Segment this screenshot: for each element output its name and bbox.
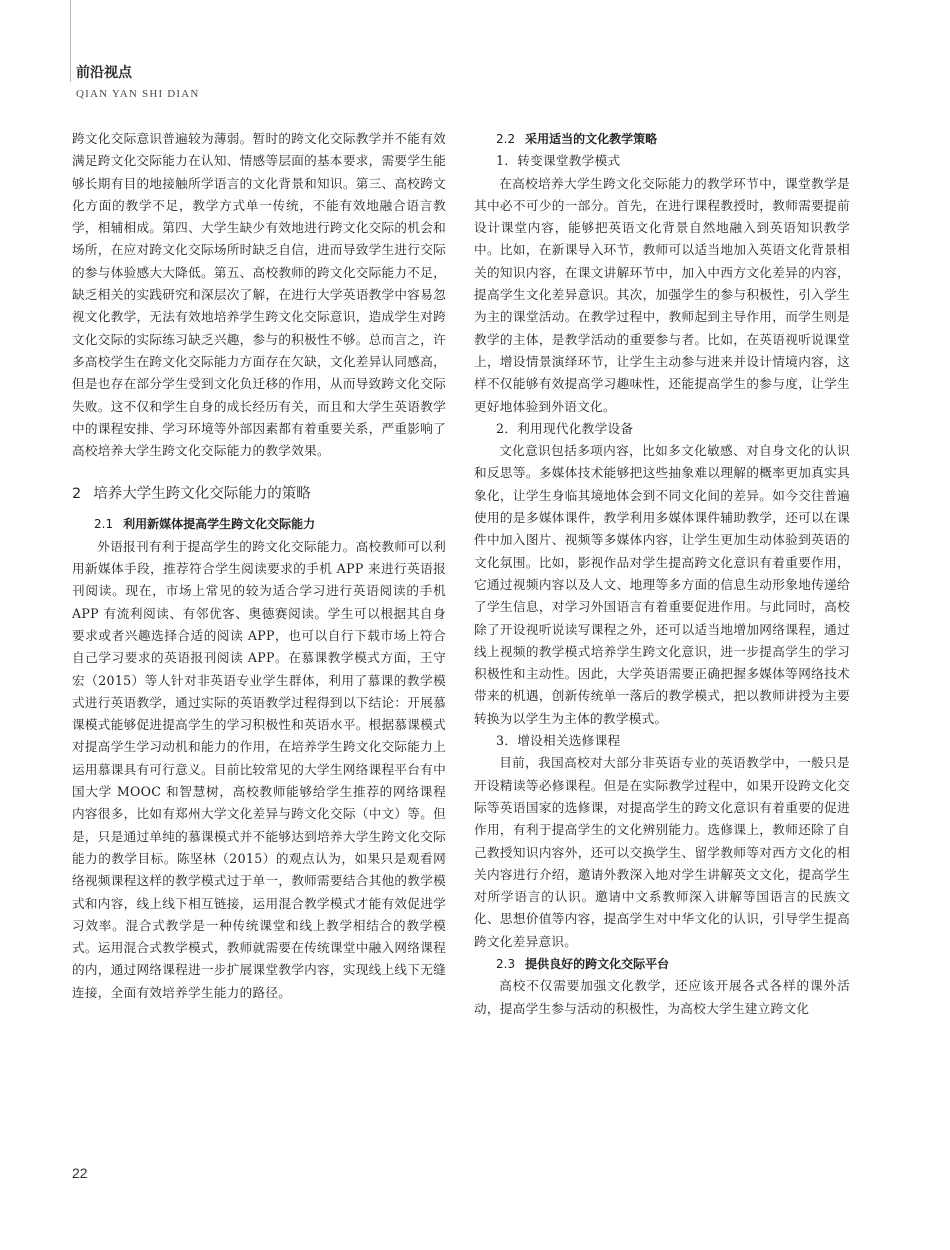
subsection-title: 利用新媒体提高学生跨文化交际能力 xyxy=(123,517,316,532)
item-heading: 3．增设相关选修课程 xyxy=(496,733,621,749)
subsection-number: 2.2 xyxy=(496,132,516,146)
paragraph: 文化意识包括多项内容，比如多文化敏感、对自身文化的认识和反思等。多媒体技术能够把这些抽象难以理解的概率更加真实具象化，让学生身临其境地体会到不同文化间的差异。如今交往普遍使用的是多媒体课件，教学利用多媒体课件辅助教学，还可以在课件中加入图片、视频等多媒体内容，让学生更加生动体验到英语的文化氛围。比如，影视作品对学生提高跨文化意识有着重要作用，它通过视频内容以及人文、地理等多方面的信息生动形象地传递给了学生信息，对学习外国语言有着重要促进作用。与此同时，高校除了开设视听说读写课程之外，还可以适当地增加网络课程，通过线上视频的教学模式培养学生跨文化意识，进一步提高学生的学习积极性和主动性。因此，大学英语需要正确把握多媒体等网络技术带来的机遇，创新传统单一落后的教学模式，把以教师讲授为主要转换为以学生为主体的教学模式。 xyxy=(474,443,850,726)
section-title: 培养大学生跨文化交际能力的策略 xyxy=(93,486,311,503)
section-heading xyxy=(72,482,446,503)
subsection-title: 采用适当的文化教学策略 xyxy=(525,132,658,146)
paragraph: 在高校培养大学生跨文化交际能力的教学环节中，课堂教学是其中必不可少的一部分。首先，在进行课程教授时，教师需要提前设计课堂内容，能够把英语文化背景自然地融入到英语知识教学中。比如，在新课导入环节，教师可以适当地加入英语文化背景相关的知识内容，在课文讲解环节中，加入中西方文化差异的内容，提高学生文化差异意识。其次，加强学生的参与积极性，引入学生为主的课堂活动。在教学过程中，教师起到主导作用，而学生则是教学的主体，是教学活动的重要参与者。比如，在英语视听说课堂上，增设情景演绎环节，让学生主动参与进来并设计情境内容，这样不仅能够有效提高学习趣味性，还能提高学生的参与度，让学生更好地体验到外语文化。 xyxy=(474,175,850,414)
subsection-number: 2.3 xyxy=(496,956,516,971)
right-column xyxy=(474,128,850,1020)
paragraph: 高校不仅需要加强文化教学，还应该开展各式各样的课外活动，提高学生参与活动的积极性，为高校大学生建立跨文化 xyxy=(474,978,850,1016)
subsection-heading xyxy=(474,953,850,975)
column-title: 前沿视点 xyxy=(76,65,132,81)
item-heading: 1．转变课堂教学模式 xyxy=(496,153,621,169)
paragraph: 跨文化交际意识普遍较为薄弱。暂时的跨文化交际教学并不能有效满足跨文化交际能力在认知、情感等层面的基本要求，需要学生能够长期有目的地接触所学语言的文化背景和知识。第三、高校跨文化方面的教学不足，教学方式单一传统，不能有效地融合语言教学，相辅相成。第四、大学生缺少有效地进行跨文化交际的机会和场所，在应对跨文化交际场所时缺乏自信，进而导致学生进行交际的参与体验感大大降低。第五、高校教师的跨文化交际能力不足，缺乏相关的实践研究和深层次了解，在进行大学英语教学中容易忽视文化教学，无法有效地培养学生跨文化交际意识，造成学生对跨文化交际的实际练习缺乏兴趣，参与的积极性不够。总而言之，许多高校学生在跨文化交际能力方面存在欠缺，文化差异认同感高，但是也存在部分学生受到文化负迁移的作用，从而导致跨文化交际失败。这不仅和学生自身的成长经历有关，而且和大学生英语教学中的课程安排、学习环境等外部因素都有着重要关系，严重影响了高校培养大学生跨文化交际能力的教学效果。 xyxy=(72,131,446,459)
header-divider-line xyxy=(70,0,71,82)
column-title-pinyin: QIAN YAN SHI DIAN xyxy=(76,88,200,100)
subsection-heading xyxy=(72,513,446,535)
left-column xyxy=(72,128,446,1004)
item-heading: 2．利用现代化教学设备 xyxy=(496,420,634,436)
subsection-title: 提供良好的跨文化交际平台 xyxy=(525,956,670,971)
page-number: 22 xyxy=(72,1165,88,1181)
subsection-heading xyxy=(474,128,850,150)
paragraph: 目前，我国高校对大部分非英语专业的英语教学中，一般只是开设精读等必修课程。但是在实际教学过程中，如果开设跨文化交际等英语国家的选修课，对提高学生的跨文化意识有着重要的促进作用，有利于提高学生的文化辨别能力。选修课上，教师还除了自己教授知识内容外，还可以交换学生、留学教师等对西方文化的相关内容进行介绍，邀请外教深入地对学生讲解英文文化，提高学生对所学语言的认识。邀请中文系教师深入讲解等国语言的民族文化、思想价值等内容，提高学生对中华文化的认识，引导学生提高跨文化差异意识。 xyxy=(474,755,850,949)
paragraph: 外语报刊有利于提高学生的跨文化交际能力。高校教师可以利用新媒体手段，推荐符合学生阅读要求的手机 APP 来进行英语报刊阅读。现在，市场上常见的较为适合学习进行英语阅读的手机 APP 有流利阅读、有邻优客、奥德赛阅读。学生可以根据其自身要求或者兴趣选择合适的阅读 APP，也可以自行下载市场上符合自己学习要求的英语报刊阅读 APP。在慕课教学模式方面，王守宏（2015）等人针对非英语专业学生群体，利用了慕课的教学模式进行英语教学，通过实际的英语教学过程得到以下结论：开展慕课模式能够促进提高学生的学习积极性和英语水平。根据慕课模式对提高学生学习动机和能力的作用，在培养学生跨文化交际能力上运用慕课具有可行意义。目前比较常见的大学生网络课程平台有中国大学 MOOC 和智慧树，高校教师能够给学生推荐的网络课程内容很多，比如有郑州大学文化差异与跨文化交际（中文）等。但是，只是通过单纯的慕课模式并不能够达到培养大学生跨文化交际能力的教学目标。陈坚林（2015）的观点认为，如果只是观看网络视频课程这样的教学模式过于单一，教师需要结合其他的教学模式和内容，线上线下相互链接，运用混合教学模式才能有效促进学习效率。混合式教学是一种传统课堂和线上教学相结合的教学模式。运用混合式教学模式，教师就需要在传统课堂中融入网络课程的内，通过网络课程进一步扩展课堂教学内容，实现线上线下无缝连接，全面有效培养学生能力的路径。 xyxy=(72,538,446,1000)
subsection-number: 2.1 xyxy=(94,517,114,532)
section-number: 2 xyxy=(72,486,82,503)
